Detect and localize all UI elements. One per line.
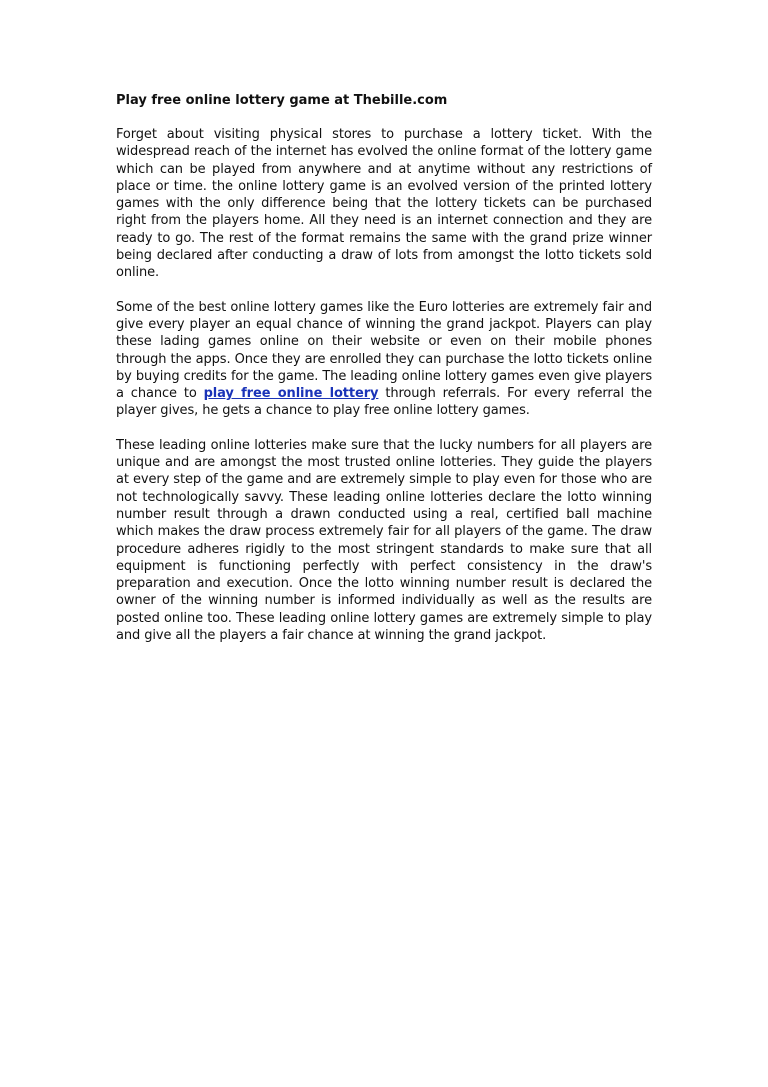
paragraph-2 xyxy=(116,299,652,420)
paragraph-3: These leading online lotteries make sure that the lucky numbers for all players are unique and are amongst the most trusted online lotteries. They guide the players at every step of the game and are extremely simple to play even for those who are not technologically savvy. These leading online lotteries declare the lotto winning number result through a drawn conducted using a real, certified ball machine which makes the draw process extremely fair for all players of the game. The draw procedure adheres rigidly to the most stringent standards to make sure that all equipment is functioning perfectly with perfect consistency in the draw's preparation and execution. Once the lotto winning number result is declared the owner of the winning number is informed individually as well as the results are posted online too. These leading online lottery games are extremely simple to play and give all the players a fair chance at winning the grand jackpot. xyxy=(116,437,652,644)
paragraph-2-text-before-link: Some of the best online lottery games like the Euro lotteries are extremely fair and give every player an equal chance of winning the grand jackpot. Players can play these lading games online on their website or even on their mobile phones through the apps. Once they are enrolled they can purchase the lotto tickets online by buying credits for the game. The leading online lottery games even give players a chance to xyxy=(116,299,652,402)
paragraph-1: Forget about visiting physical stores to purchase a lottery ticket. With the widespread reach of the internet has evolved the online format of the lottery game which can be played from anywhere and at anytime without any restrictions of place or time. the online lottery game is an evolved version of the printed lottery games with the only difference being that the lottery tickets can be purchased right from the players home. All they need is an internet connection and they are ready to go. The rest of the format remains the same with the grand prize winner being declared after conducting a draw of lots from amongst the lotto tickets sold online. xyxy=(116,127,652,281)
document-page xyxy=(116,92,652,661)
play-free-online-lottery-link[interactable]: play free online lottery xyxy=(203,386,379,402)
paragraph-2-text-after-link: through referrals. For every referral the player gives, he gets a chance to play free online lottery games. xyxy=(116,386,652,419)
document-title: Play free online lottery game at Thebille.com xyxy=(116,93,448,108)
